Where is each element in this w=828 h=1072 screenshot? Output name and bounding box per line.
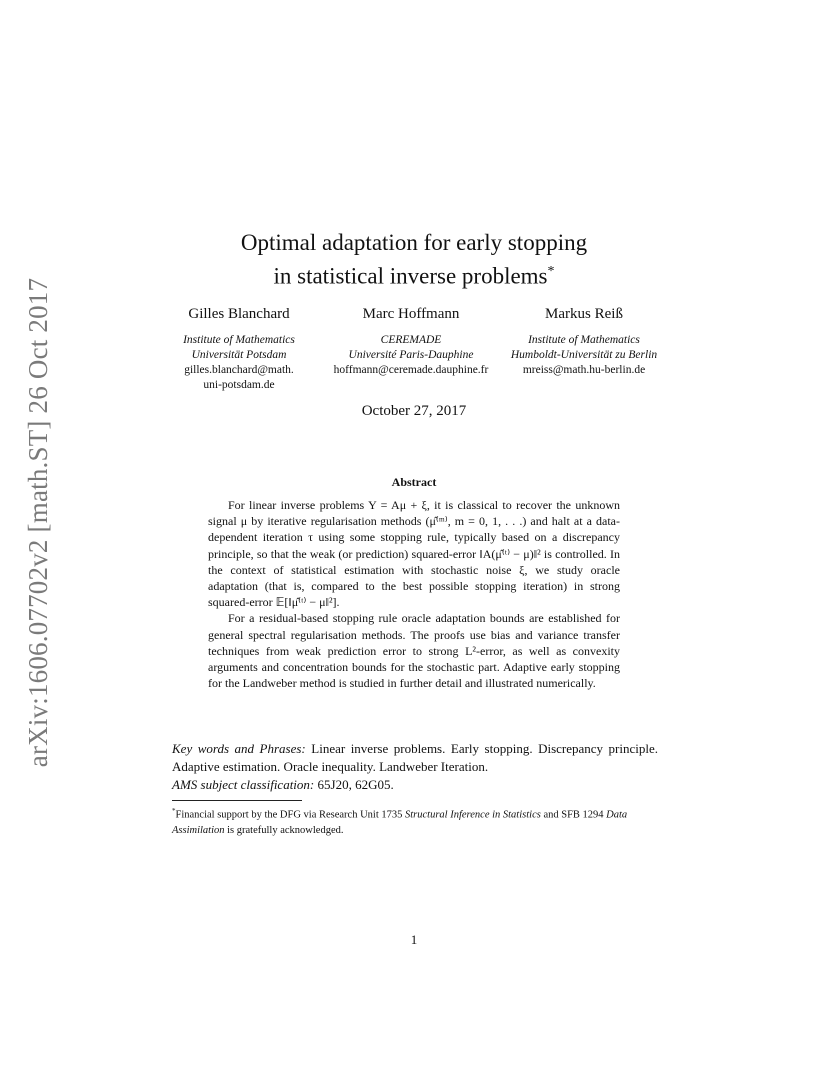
keywords-line <box>172 740 658 776</box>
author-blanchard <box>165 305 313 393</box>
author-block <box>165 305 685 395</box>
paper-date: October 27, 2017 <box>361 403 467 419</box>
author-email: uni-potsdam.de <box>203 379 275 391</box>
keywords-label: Key words and Phrases: <box>172 741 306 756</box>
author-reiss <box>499 305 669 378</box>
ams-line <box>172 776 658 794</box>
footnote-research-unit: Structural Inference in Statistics <box>405 809 541 821</box>
keywords-block <box>172 740 658 794</box>
author-name: Markus Reiß <box>545 306 623 322</box>
title-line-1: Optimal adaptation for early stopping <box>240 230 588 255</box>
abstract-paragraph-1: For linear inverse problems Y = Aμ + ξ, it is classical to recover the unknown signal μ by iterative regularisation methods (μ̂⁽ᵐ⁾, m = 0, 1, . . .) and halt at a data-dependent iteration τ using some stopping rule, typically based on a discrepancy principle, so that the weak (or prediction) squared-error ‖A(μ̂⁽ᵗ⁾ − μ)‖² is controlled. In the context of statistical estimation with stochastic noise ξ, we study oracle adaptation (that is, compared to the best possible stopping iteration) in strong squared-error 𝔼[‖μ̂⁽ᵗ⁾ − μ‖²]. <box>208 498 620 610</box>
page-number: 1 <box>410 932 418 947</box>
footnote-rule <box>172 800 302 801</box>
author-name: Marc Hoffmann <box>362 306 460 322</box>
author-affiliation: Université Paris-Dauphine <box>348 349 474 361</box>
author-email: hoffmann@ceremade.dauphine.fr <box>333 364 489 376</box>
abstract-heading: Abstract <box>391 475 437 489</box>
keywords-text: Linear inverse problems. Early stopping. Discrepancy principle. Adaptive estimation. Oracle inequality. Landweber Iteration. <box>172 741 658 774</box>
ams-label: AMS subject classification: <box>172 777 315 792</box>
footnote-text: Financial support by the DFG via Research Unit 1735 <box>175 809 406 821</box>
footnote <box>172 804 662 838</box>
arxiv-stamp <box>16 272 62 772</box>
author-affiliation: Humboldt-Universität zu Berlin <box>510 349 658 361</box>
arxiv-stamp-text: arXiv:1606.07702v2 [math.ST] 26 Oct 2017 <box>23 277 54 767</box>
title-line-2-text: in statistical inverse problems <box>273 263 548 289</box>
footnote-sfb: Data Assimilation <box>172 809 628 836</box>
footnote-text: and SFB 1294 <box>540 809 607 821</box>
title-line-2 <box>0 257 828 291</box>
abstract-body <box>208 497 620 691</box>
author-email: mreiss@math.hu-berlin.de <box>522 364 646 376</box>
paper-title <box>0 228 828 291</box>
footnote-text: is gratefully acknowledged. <box>224 824 344 836</box>
author-affiliation: Universität Potsdam <box>191 349 287 361</box>
author-email: gilles.blanchard@math. <box>184 364 294 376</box>
author-affiliation: CEREMADE <box>380 334 442 346</box>
author-hoffmann <box>315 305 507 378</box>
author-affiliation: Institute of Mathematics <box>528 334 640 346</box>
author-name: Gilles Blanchard <box>188 306 290 322</box>
author-affiliation: Institute of Mathematics <box>183 334 295 346</box>
ams-text: 65J20, 62G05. <box>317 777 394 792</box>
abstract-paragraph-2: For a residual-based stopping rule oracle adaptation bounds are established for general spectral regularisation methods. The proofs use bias and variance transfer techniques from weak prediction error to strong L²-error, as well as convexity arguments and concentration bounds for the stochastic part. Adaptive early stopping for the Landweber method is studied in further detail and illustrated numerically. <box>208 611 620 691</box>
footnote-mark: * <box>172 807 176 815</box>
title-footnote-mark: * <box>547 264 555 279</box>
